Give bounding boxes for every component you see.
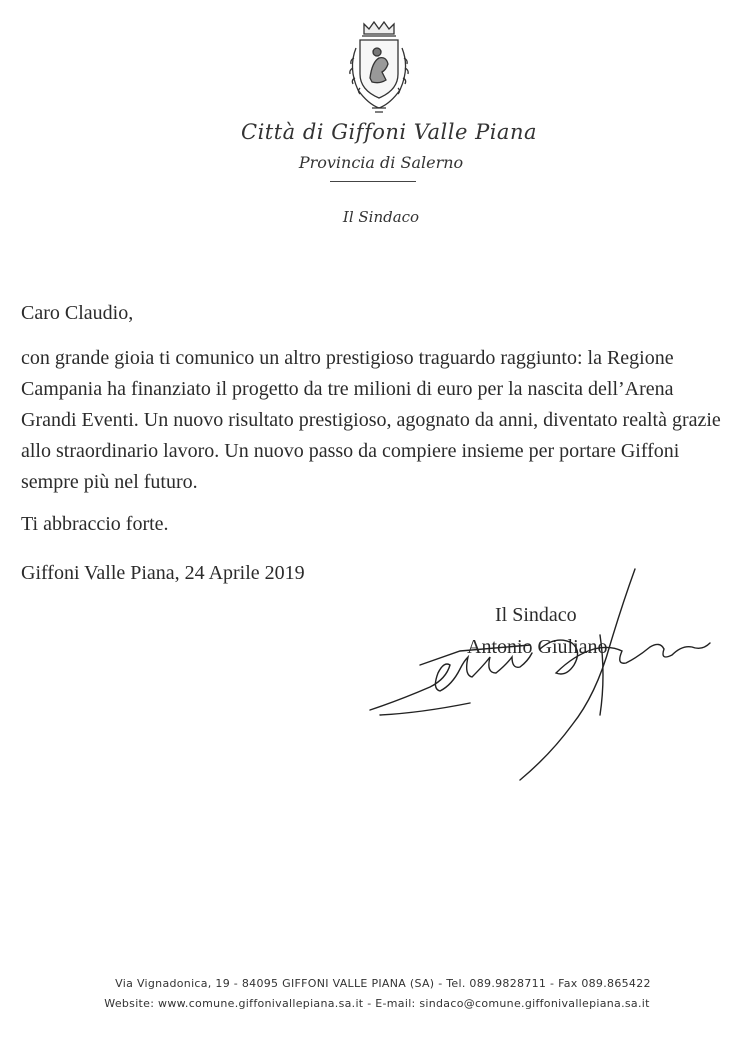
handwritten-signature-icon <box>360 565 720 795</box>
footer-address: Via Vignadonica, 19 - 84095 GIFFONI VALLE PIANA (SA) - Tel. 089.9828711 - Fax 089.865422 <box>115 977 651 990</box>
footer-contacts: Website: www.comune.giffonivallepiana.sa.it - E-mail: sindaco@comune.giffonivallepiana.sa.it <box>104 997 650 1010</box>
city-title: Città di Giffoni Valle Piana <box>241 120 537 144</box>
province-title: Provincia di Salerno <box>298 153 464 172</box>
signatory-title: Il Sindaco <box>495 604 577 626</box>
letter-closing: Ti abbraccio forte. <box>21 513 169 535</box>
letter-paragraph: con grande gioia ti comunico un altro prestigioso traguardo raggiunto: la Regione Campania ha finanziato il progetto da tre milioni di euro per la nascita dell’Arena Grandi Eventi. Un nuovo risultato prestigioso, agognato da anni, diventato realtà grazie allo straordinario lavoro. Un nuovo passo da compiere insieme per portare Giffoni sempre più nel futuro. <box>21 347 721 493</box>
office-title: Il Sindaco <box>342 208 420 226</box>
coat-of-arms-icon <box>342 18 416 116</box>
letterhead-divider <box>330 181 416 182</box>
letter-salutation: Caro Claudio, <box>21 302 134 324</box>
signatory-name: Antonio Giuliano <box>467 636 608 658</box>
letter-place-date: Giffoni Valle Piana, 24 Aprile 2019 <box>21 562 305 584</box>
